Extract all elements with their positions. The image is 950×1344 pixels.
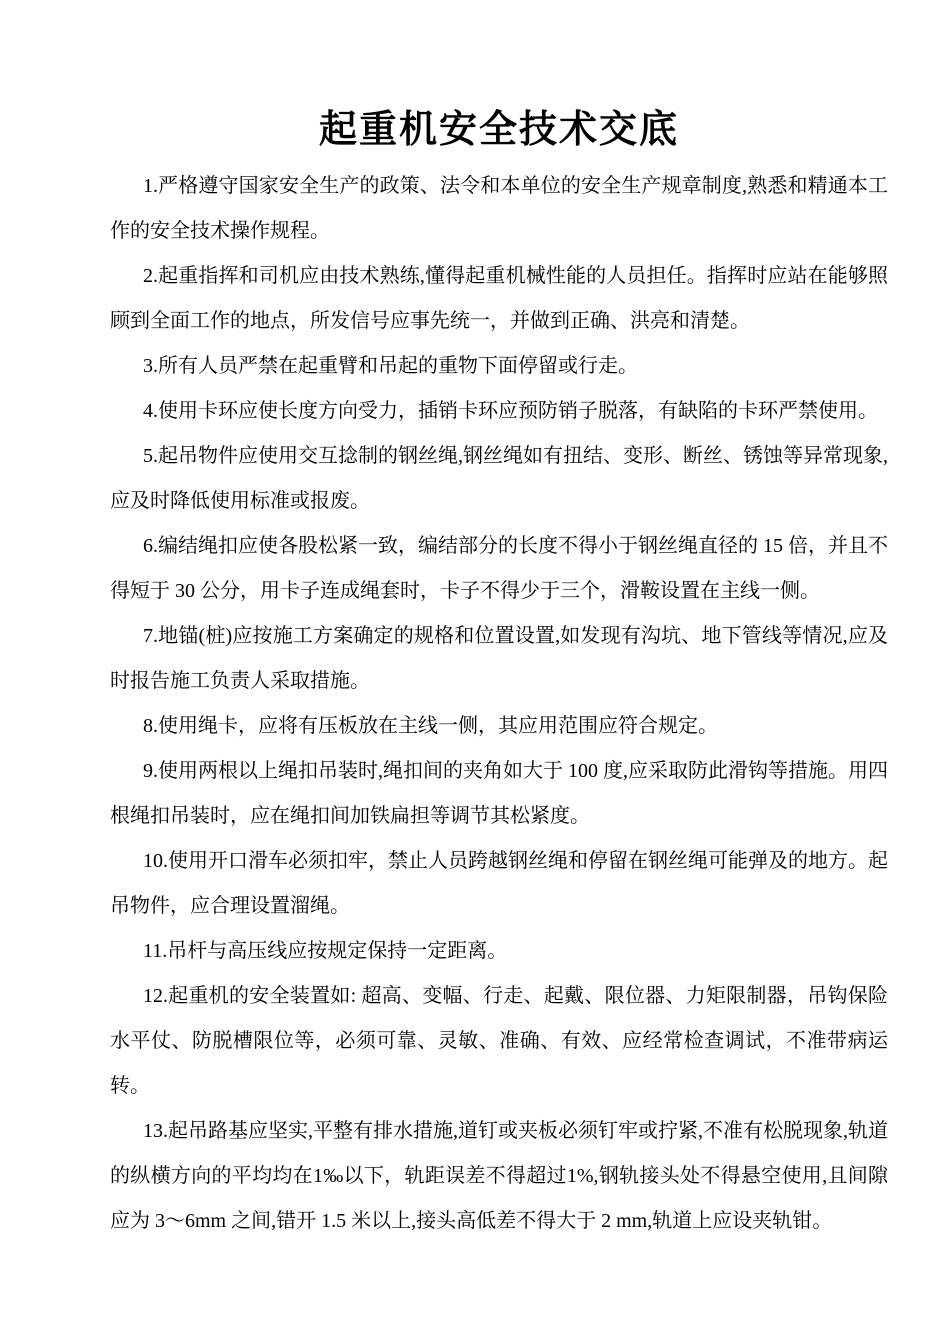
paragraph: 5.起吊物件应使用交互捻制的钢丝绳,钢丝绳如有扭结、变形、断丝、锈蚀等异常现象,应及时降低使用标准或报废。 bbox=[110, 445, 888, 512]
paragraph: 9.使用两根以上绳扣吊装时,绳扣间的夹角如大于 100 度,应采取防此滑钩等措施。用四根绳扣吊装时，应在绳扣间加铁扁担等调节其松紧度。 bbox=[110, 760, 888, 827]
paragraph: 3.所有人员严禁在起重臂和吊起的重物下面停留或行走。 bbox=[143, 355, 638, 377]
paragraph: 13.起吊路基应坚实,平整有排水措施,道钉或夹板必须钉牢或拧紧,不准有松脱现象,轨道的纵横方向的平均均在1‰以下，轨距误差不得超过1%,钢轨接头处不得悬空使用,且间隙应为 3～6mm 之间,错开 1.5 米以上,接头高低差不得大于 2 mm,轨道上应设夹轨钳。 bbox=[110, 1120, 888, 1232]
paragraph: 11.吊杆与高压线应按规定保持一定距离。 bbox=[143, 940, 508, 962]
document-title: 起重机安全技术交底 bbox=[318, 109, 679, 151]
paragraph: 1.严格遵守国家安全生产的政策、法令和本单位的安全生产规章制度,熟悉和精通本工作的安全技术操作规程。 bbox=[110, 175, 888, 242]
paragraph: 10.使用开口滑车必须扣牢，禁止人员跨越钢丝绳和停留在钢丝绳可能弹及的地方。起吊物件，应合理设置溜绳。 bbox=[110, 850, 888, 917]
paragraph: 7.地锚(桩)应按施工方案确定的规格和位置设置,如发现有沟坑、地下管线等情况,应及时报告施工负责人采取措施。 bbox=[110, 625, 888, 692]
paragraph: 6.编结绳扣应使各股松紧一致，编结部分的长度不得小于钢丝绳直径的 15 倍，并且不得短于 30 公分，用卡子连成绳套时，卡子不得少于三个，滑鞍设置在主线一侧。 bbox=[110, 535, 888, 602]
paragraph: 4.使用卡环应使长度方向受力，插销卡环应预防销子脱落，有缺陷的卡环严禁使用。 bbox=[143, 400, 878, 422]
paragraph: 8.使用绳卡，应将有压板放在主线一侧，其应用范围应符合规定。 bbox=[143, 715, 718, 737]
document-body bbox=[110, 164, 888, 1244]
paragraph: 2.起重指挥和司机应由技术熟练,懂得起重机械性能的人员担任。指挥时应站在能够照顾到全面工作的地点，所发信号应事先统一，并做到正确、洪亮和清楚。 bbox=[110, 265, 888, 332]
paragraph: 12.起重机的安全装置如: 超高、变幅、行走、起戴、限位器、力矩限制器，吊钩保险水平仗、防脱槽限位等，必须可靠、灵敏、准确、有效、应经常检查调试，不准带病运转。 bbox=[110, 985, 888, 1097]
